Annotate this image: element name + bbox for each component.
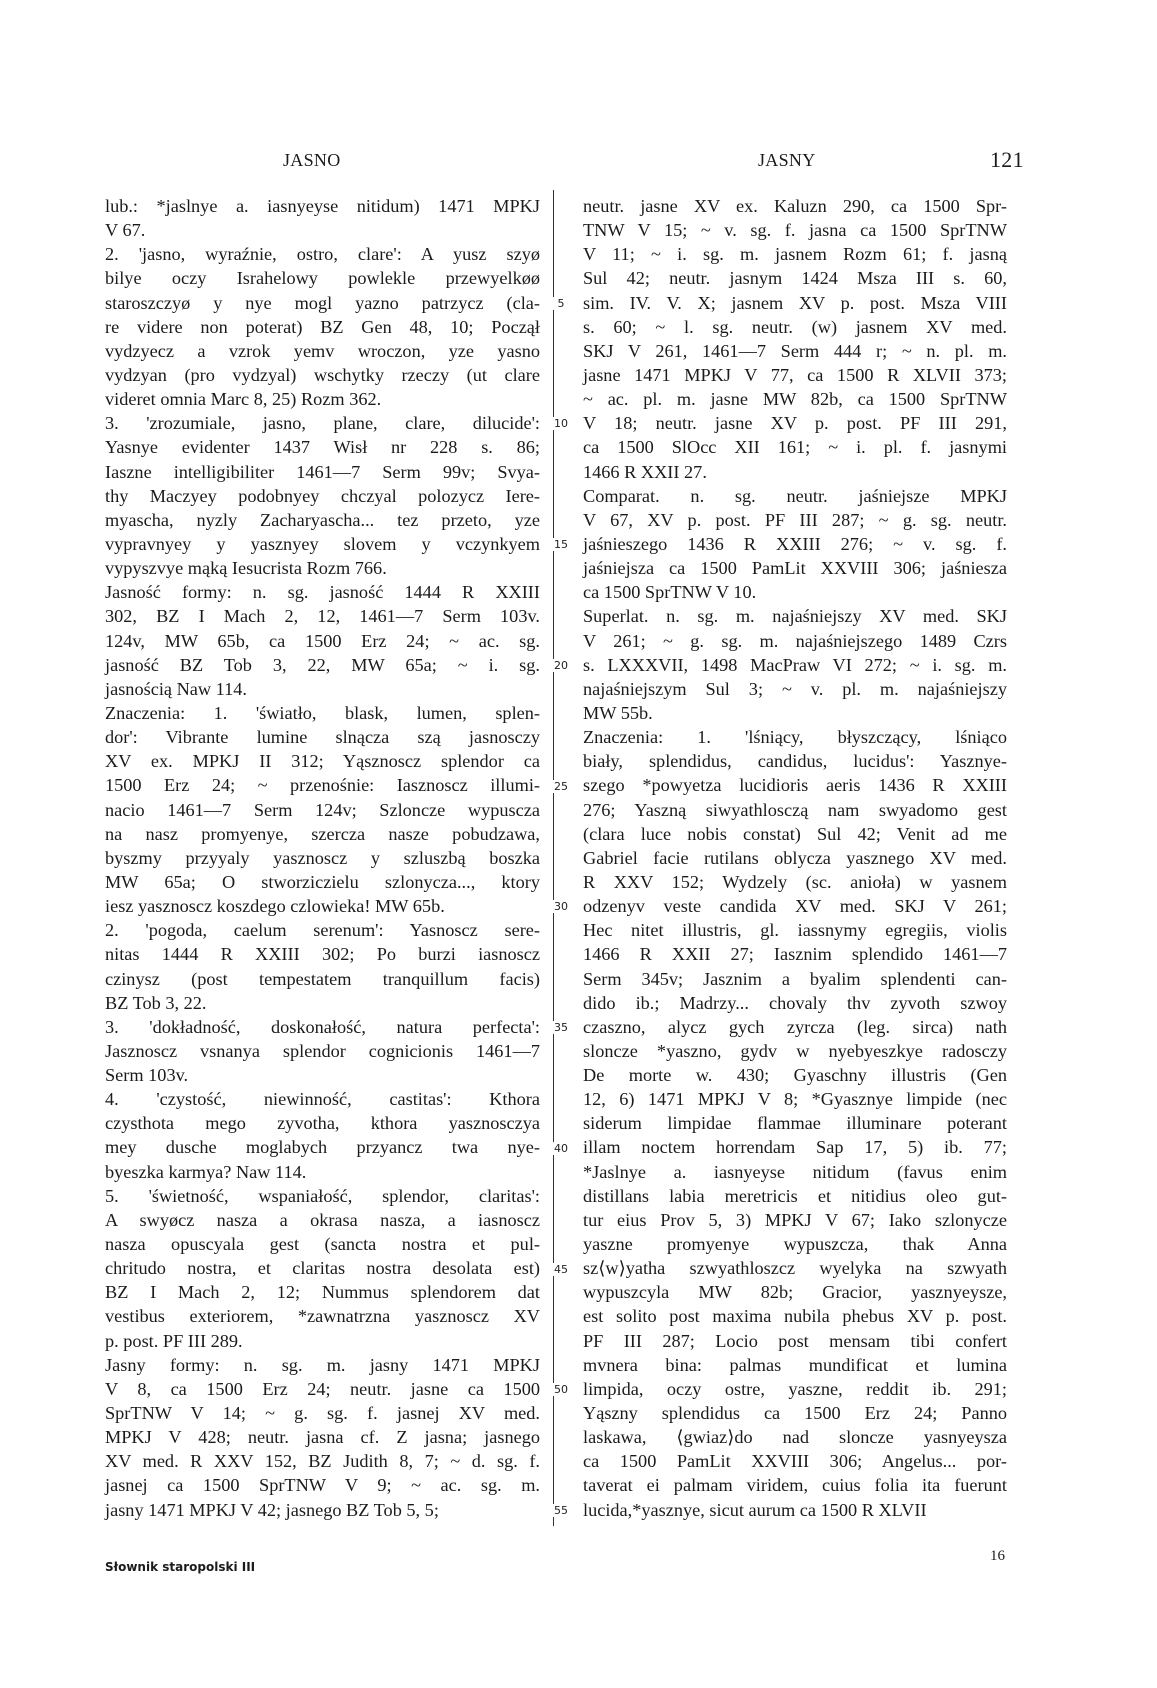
text-line: MW 55b. xyxy=(583,702,653,723)
text-line: (clara luce nobis constat) Sul 42; Venit ad me xyxy=(583,823,1007,844)
text-line: *Jaslnye a. iasnyeyse nitidum (favus enim xyxy=(583,1161,1007,1182)
text-line: V 67, XV p. post. PF III 287; ~ g. sg. neutr. xyxy=(583,509,1007,530)
text-line: s. 60; ~ l. sg. neutr. (w) jasnem XV med. xyxy=(583,316,1007,337)
text-line: byszmy przyyaly yasznoscz y szluszbą boszka xyxy=(105,847,540,868)
text-line: De morte w. 430; Gyaschny illustris (Gen xyxy=(583,1065,1007,1086)
text-line: PF III 287; Locio post mensam tibi confert xyxy=(583,1330,1007,1351)
text-line: czysthota mego zyvotha, kthora yasznosczya xyxy=(105,1113,540,1134)
text-line: XV med. R XXV 152, BZ Judith 8, 7; ~ d. sg. f. xyxy=(105,1451,540,1472)
text-line: ~ ac. pl. m. jasne MW 82b, ca 1500 SprTNW xyxy=(583,389,1007,410)
text-line: siderum limpidae flammae illuminare poterant xyxy=(583,1113,1007,1134)
line-number: 30 xyxy=(548,900,574,913)
text-line: Sul 42; neutr. jasnym 1424 Msza III s. 60, xyxy=(583,268,1007,289)
text-line: 12, 6) 1471 MPKJ V 8; *Gyasznye limpide (nec xyxy=(583,1089,1007,1110)
text-line: re videre non poterat) BZ Gen 48, 10; Począł xyxy=(105,316,540,337)
text-line: SKJ V 261, 1461—7 Serm 444 r; ~ n. pl. m. xyxy=(583,340,1007,361)
text-line: na nasz promyenye, szercza nasze pobudzawa, xyxy=(105,823,540,844)
text-line: V 67. xyxy=(105,220,146,241)
text-line: Znaczenia: 1. 'światło, blask, lumen, splen- xyxy=(105,702,540,723)
text-line: odzenyv veste candida XV med. SKJ V 261; xyxy=(583,896,1007,917)
text-line: lub.: *jaslnye a. iasnyeyse nitidum) 1471 MPKJ xyxy=(105,196,540,216)
text-line: staroszczyø y nye mogl yazno patrzycz (cla- xyxy=(105,292,540,313)
text-line: czaszno, alycz gych zyrcza (leg. sirca) nath xyxy=(583,1016,1007,1037)
page-number: 121 xyxy=(990,147,1024,172)
text-line: vypyszvye mąką Iesucrista Rozm 766. xyxy=(105,558,387,579)
text-line: 3. 'zrozumiale, jasno, plane, clare, dilucide': xyxy=(105,413,540,434)
text-line: nasza opuscyala gest (sancta nostra et pul- xyxy=(105,1234,540,1255)
running-head-right: JASNY xyxy=(758,150,816,170)
text-line: SprTNW V 14; ~ g. sg. f. jasnej XV med. xyxy=(105,1403,540,1424)
line-number: 35 xyxy=(548,1021,574,1034)
text-line: jasnej ca 1500 SprTNW V 9; ~ ac. sg. m. xyxy=(105,1475,540,1496)
text-line: Jasznoscz vsnanya splendor cognicionis 1461—7 xyxy=(105,1040,540,1061)
text-line: thy Maczyey podobnyey chczyal polozycz Iere- xyxy=(105,485,540,506)
text-line: 3. 'dokładność, doskonałość, natura perfecta': xyxy=(105,1016,540,1037)
text-line: jaśnieszego 1436 R XXIII 276; ~ v. sg. f. xyxy=(583,533,1007,554)
right-column xyxy=(583,194,1007,1522)
text-line: BZ I Mach 2, 12; Nummus splendorem dat xyxy=(105,1282,540,1303)
text-line: jaśniejsza ca 1500 PamLit XXVIII 306; jaśniesza xyxy=(583,558,1007,579)
text-line: videret omnia Marc 8, 25) Rozm 362. xyxy=(105,389,382,410)
text-line: Gabriel facie rutilans oblycza yasznego XV med. xyxy=(583,847,1007,868)
text-line: Superlat. n. sg. m. najaśniejszy XV med. SKJ xyxy=(583,606,1007,627)
line-number: 20 xyxy=(548,659,574,672)
text-line: 5. 'świetność, wspaniałość, splendor, claritas': xyxy=(105,1185,540,1206)
text-line: mey dusche moglabych przyancz twa nye- xyxy=(105,1137,540,1158)
line-number: 25 xyxy=(548,780,574,793)
text-line: ca 1500 SlOcc XII 161; ~ i. pl. f. jasnymi xyxy=(583,437,1007,458)
text-line: lucida,*yasznye, sicut aurum ca 1500 R XLVII xyxy=(583,1499,927,1520)
text-line: vypravnyey y yasznyey slovem y vczynkyem xyxy=(105,533,540,554)
text-line: iesz yasznoscz koszdego czlowieka! MW 65b. xyxy=(105,896,445,917)
text-line: 4. 'czystość, niewinność, castitas': Kthora xyxy=(105,1089,540,1110)
text-line: vestibus exteriorem, *zawnatrzna yasznoscz XV xyxy=(105,1306,540,1327)
text-line: dor': Vibrante lumine slnącza szą jasnosczy xyxy=(105,727,540,748)
text-line: nacio 1461—7 Serm 124v; Szloncze wypuscza xyxy=(105,799,540,820)
line-number: 40 xyxy=(548,1142,574,1155)
text-line: wypuszcyla MW 82b; Gracior, yasznyeysze, xyxy=(583,1282,1007,1303)
text-line: MPKJ V 428; neutr. jasna cf. Z jasna; jasnego xyxy=(105,1427,540,1448)
text-line: vydzyecz a vzrok yemv wroczon, yze yasno xyxy=(105,340,540,361)
text-line: myascha, nyzly Zacharyascha... tez przeto, yze xyxy=(105,509,540,530)
text-line: jasnością Naw 114. xyxy=(105,678,247,699)
text-line: jasny 1471 MPKJ V 42; jasnego BZ Tob 5, 5; xyxy=(105,1499,439,1520)
text-line: illam noctem horrendam Sap 17, 5) ib. 77; xyxy=(583,1137,1007,1158)
text-line: neutr. jasne XV ex. Kaluzn 290, ca 1500 Spr- xyxy=(583,196,1007,216)
left-column xyxy=(105,194,540,1522)
text-line: Znaczenia: 1. 'lśniący, błyszczący, lśniąco xyxy=(583,727,1007,748)
text-line: 1466 R XXII 27. xyxy=(583,461,707,482)
text-line: mvnera bina: palmas mundificat et lumina xyxy=(583,1354,1007,1375)
column-divider xyxy=(553,190,554,1526)
text-line: jasne 1471 MPKJ V 77, ca 1500 R XLVII 373; xyxy=(583,364,1007,385)
text-line: laskawa, ⟨gwiaz⟩do nad slonсze yasnyeysza xyxy=(583,1427,1007,1448)
text-line: chritudo nostra, et claritas nostra desolata est) xyxy=(105,1258,540,1279)
text-line: Yasnye evidenter 1437 Wisł nr 228 s. 86; xyxy=(105,437,540,458)
text-line: R XXV 152; Wydzely (sc. anioła) w yasnem xyxy=(583,871,1007,892)
running-head-left: JASNO xyxy=(283,150,341,170)
text-line: limpida, oczy ostre, yaszne, reddit ib. 291; xyxy=(583,1378,1007,1399)
text-line: A swyøcz nasza a okrasa nasza, a iasnoscz xyxy=(105,1209,540,1230)
text-line: Hec nitet illustris, gl. iassnymy egregiis, violis xyxy=(583,920,1007,941)
text-line: p. post. PF III 289. xyxy=(105,1330,243,1351)
text-line: szego *powyetza lucidioris aeris 1436 R XXIII xyxy=(583,775,1007,796)
signature-number: 16 xyxy=(990,1548,1005,1564)
text-line: jasność BZ Tob 3, 22, MW 65a; ~ i. sg. xyxy=(105,654,540,675)
text-line: ca 1500 PamLit XXVIII 306; Angelus... por- xyxy=(583,1451,1007,1472)
text-line: Iaszne intelligibiliter 1461—7 Serm 99v; Svya- xyxy=(105,461,540,482)
text-line: BZ Tob 3, 22. xyxy=(105,992,207,1013)
text-line: est solito post maxima nubila phebus XV p. post. xyxy=(583,1306,1007,1327)
line-number: 55 xyxy=(548,1504,574,1517)
text-line: Jasność formy: n. sg. jasność 1444 R XXIII xyxy=(105,582,540,603)
text-line: MW 65a; O stworziczielu szlonycza..., ktory xyxy=(105,871,540,892)
text-line: Jasny formy: n. sg. m. jasny 1471 MPKJ xyxy=(105,1354,540,1375)
text-line: yaszne promyenye wypuszcza, thak Anna xyxy=(583,1234,1007,1255)
footer-title: Słownik staropolski III xyxy=(105,1560,256,1574)
text-line: TNW V 15; ~ v. sg. f. jasna ca 1500 SprTNW xyxy=(583,220,1007,241)
line-number: 50 xyxy=(548,1383,574,1396)
text-line: XV ex. MPKJ II 312; Yąsznoscz splendor ca xyxy=(105,751,540,772)
text-line: sim. IV. V. X; jasnem XV p. post. Msza VIII xyxy=(583,292,1007,313)
text-line: sz⟨w⟩yatha szwyathloszcz wyelyka na szwyath xyxy=(583,1258,1007,1279)
text-line: bilye oczy Israhelowy powlekle przewyelkøø xyxy=(105,268,540,289)
text-line: V 8, ca 1500 Erz 24; neutr. jasne ca 1500 xyxy=(105,1378,540,1399)
text-line: czinysz (post tempestatem tranquillum facis) xyxy=(105,968,540,989)
text-line: biały, splendidus, candidus, lucidus': Yasznye- xyxy=(583,751,1007,772)
text-line: V 261; ~ g. sg. m. najaśniejszego 1489 Czrs xyxy=(583,630,1007,651)
text-line: V 11; ~ i. sg. m. jasnem Rozm 61; f. jasną xyxy=(583,244,1007,265)
text-line: ca 1500 SprTNW V 10. xyxy=(583,582,757,603)
text-line: Yąszny splendidus ca 1500 Erz 24; Panno xyxy=(583,1403,1007,1424)
text-line: distillans labia meretricis et nitidius oleo gut- xyxy=(583,1185,1007,1206)
line-number: 5 xyxy=(548,297,574,310)
text-line: s. LXXXVII, 1498 MacPraw VI 272; ~ i. sg. m. xyxy=(583,654,1007,675)
text-line: Comparat. n. sg. neutr. jaśniejsze MPKJ xyxy=(583,485,1007,506)
line-number: 10 xyxy=(548,417,574,430)
text-line: byeszka karmya? Naw 114. xyxy=(105,1161,307,1182)
text-line: 124v, MW 65b, ca 1500 Erz 24; ~ ac. sg. xyxy=(105,630,540,651)
text-line: V 18; neutr. jasne XV p. post. PF III 291, xyxy=(583,413,1007,434)
text-line: vydzyan (pro vydzyal) wschytky rzeczy (ut clare xyxy=(105,364,540,385)
text-line: 2. 'jasno, wyraźnie, ostro, clare': A yusz szyø xyxy=(105,244,540,265)
text-line: taverat ei palmam viridem, cuius folia ita fuerunt xyxy=(583,1475,1007,1496)
text-line: nitas 1444 R XXIII 302; Po burzi iasnoscz xyxy=(105,944,540,965)
text-line: 1500 Erz 24; ~ przenośnie: Iasznoscz illumi- xyxy=(105,775,540,796)
text-line: slonсze *yaszno, gydv w nyebyeszkye radosczy xyxy=(583,1040,1007,1061)
text-line: Serm 345v; Jasznim a byalim splendenti can- xyxy=(583,968,1007,989)
line-number: 45 xyxy=(548,1263,574,1276)
text-line: dido ib.; Madrzy... chovaly thv zyvoth szwoy xyxy=(583,992,1007,1013)
text-line: 276; Yaszną siwyathlosczą nam swyadomo gest xyxy=(583,799,1007,820)
text-line: 2. 'pogoda, caelum serenum': Yasnoscz sere- xyxy=(105,920,540,941)
text-line: 302, BZ I Mach 2, 12, 1461—7 Serm 103v. xyxy=(105,606,540,627)
text-line: Serm 103v. xyxy=(105,1065,189,1086)
text-line: tur eius Prov 5, 3) MPKJ V 67; Iako szlonycze xyxy=(583,1209,1007,1230)
text-line: 1466 R XXII 27; Iasznim splendido 1461—7 xyxy=(583,944,1007,965)
text-line: najaśniejszym Sul 3; ~ v. pl. m. najaśniejszy xyxy=(583,678,1007,699)
line-number: 15 xyxy=(548,538,574,551)
